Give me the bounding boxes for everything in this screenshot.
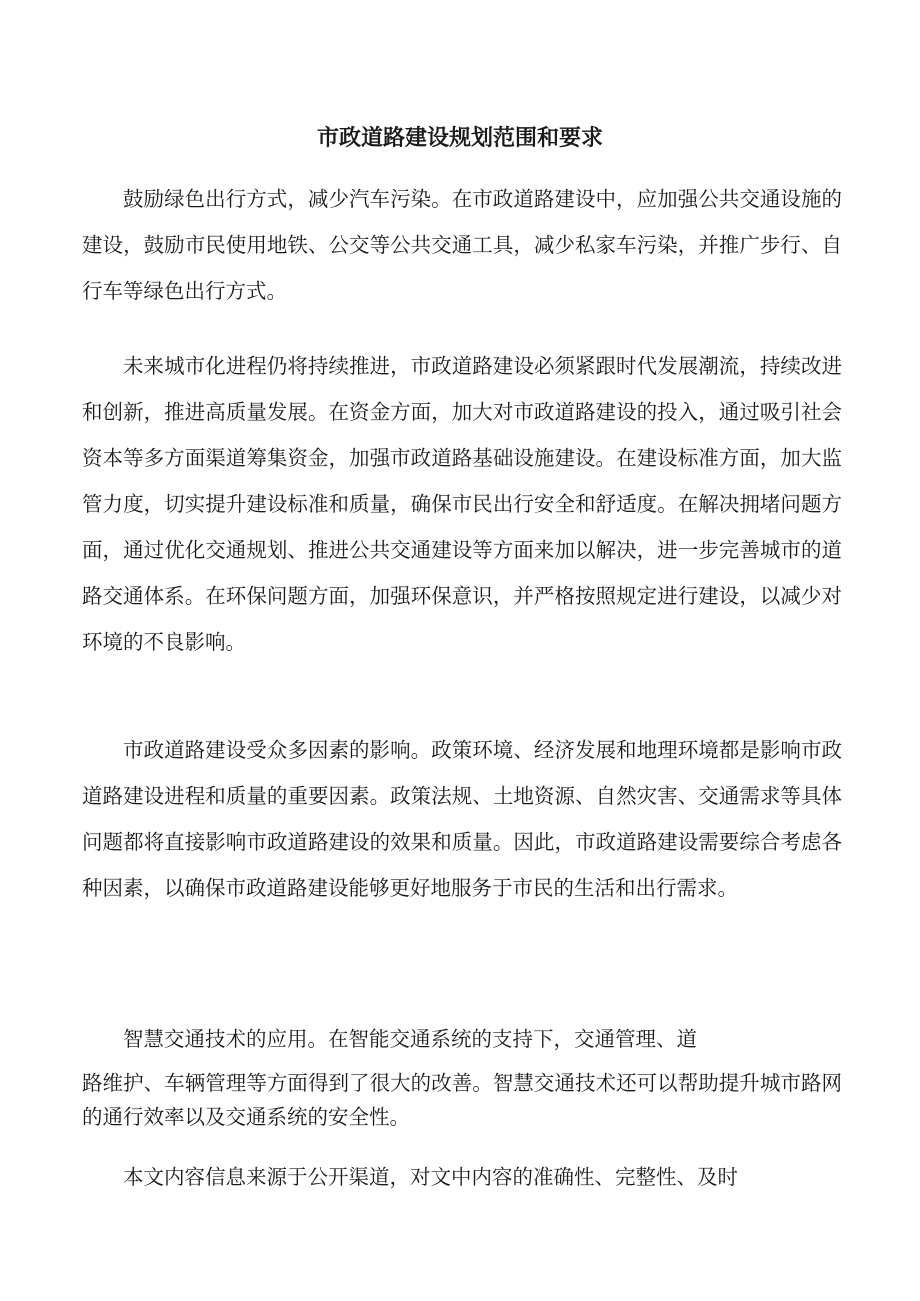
paragraph-disclaimer: 本文内容信息来源于公开渠道，对文中内容的准确性、完整性、及时 — [123, 1165, 738, 1189]
paragraph-smart-transport-rest: 路维护、车辆管理等方面得到了很大的改善。智慧交通技术还可以帮助提升城市路网的通行效率以及交通系统的安全性。 — [82, 1071, 842, 1129]
paragraph-smart-transport-line1: 智慧交通技术的应用。在智能交通系统的支持下，交通管理、道 — [123, 1027, 697, 1051]
document-title: 市政道路建设规划范围和要求 — [316, 126, 603, 151]
paragraph-influencing-factors: 市政道路建设受众多因素的影响。政策环境、经济发展和地理环境都是影响市政道路建设进程和质量的重要因素。政策法规、土地资源、自然灾害、交通需求等具体问题都将直接影响市政道路建设的效果和质量。因此，市政道路建设需要综合考虑各种因素，以确保市政道路建设能够更好地服务于市民的生活和出行需求。 — [82, 738, 842, 900]
paragraph-green-travel: 鼓励绿色出行方式，减少汽车污染。在市政道路建设中，应加强公共交通设施的建设，鼓励市民使用地铁、公交等公共交通工具，减少私家车污染，并推广步行、自行车等绿色出行方式。 — [82, 187, 842, 303]
paragraph-future-development: 未来城市化进程仍将持续推进，市政道路建设必须紧跟时代发展潮流，持续改进和创新，推进高质量发展。在资金方面，加大对市政道路建设的投入，通过吸引社会资本等多方面渠道筹集资金，加强市政道路基础设施建设。在建设标准方面，加大监管力度，切实提升建设标准和质量，确保市民出行安全和舒适度。在解决拥堵问题方面，通过优化交通规划、推进公共交通建设等方面来加以解决，进一步完善城市的道路交通体系。在环保问题方面，加强环保意识，并严格按照规定进行建设，以减少对环境的不良影响。 — [82, 354, 842, 654]
paragraph-smart-transport — [82, 1022, 842, 1134]
